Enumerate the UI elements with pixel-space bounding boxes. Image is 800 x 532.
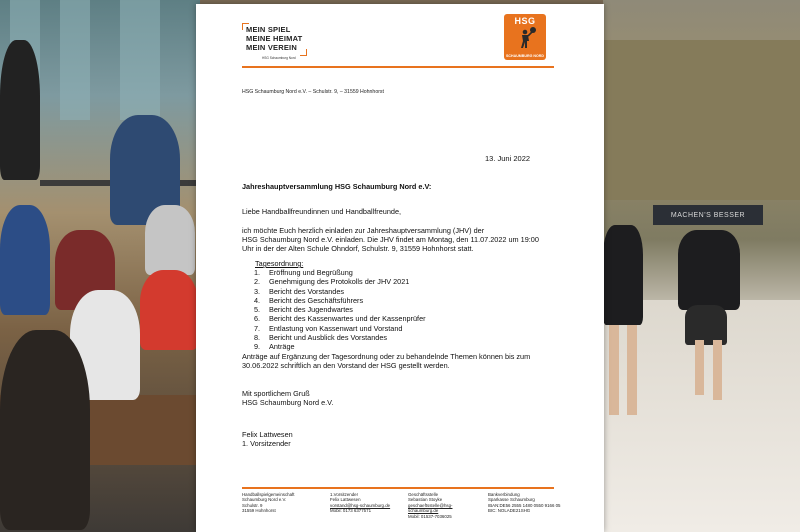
signer-role: 1. Vorsitzender	[242, 439, 291, 448]
footer-chairman: 1.Vorsitzender Felix Lattwesen vorstand@hsg-schaumburg.de Mobil: 0173 6377571	[330, 492, 391, 514]
invitation-letter	[196, 4, 604, 532]
list-item: 4. Bericht des Geschäftsführers	[254, 295, 364, 305]
slogan-logo	[242, 21, 306, 59]
slogan-tag: HSG Schaumburg Nord	[262, 56, 296, 60]
list-item: 1. Eröffnung und Begrüßung	[254, 268, 353, 277]
sender-line: HSG Schaumburg Nord e.V. – Schulstr. 9, – 31559 Hohnhorst	[242, 89, 384, 95]
court-view	[603, 0, 800, 532]
agenda-title: Tagesordnung:	[255, 259, 304, 268]
logo-bottom-text: SCHAUMBURG NORD	[506, 54, 544, 58]
spectator-stands	[0, 0, 200, 532]
slogan-line-2: MEINE HEIMAT	[246, 34, 303, 43]
office-email-link[interactable]: geschaeftsstelle@hsg-	[408, 502, 453, 508]
list-item: 2. Genehmigung des Protokolls der JHV 2021	[254, 277, 410, 287]
footer-address: Handballspielgemeinschaft Schaumburg Nord e.V. Schulstr. 9 31559 Hohnhorst	[242, 492, 295, 514]
footer-divider	[242, 487, 554, 489]
club-logo	[504, 14, 546, 60]
intro-line-3: Uhr in der der Alten Schule Ohndorf, Schulstr. 9, 31559 Hohnhorst statt.	[242, 244, 474, 253]
hall-banner: MACHEN'S BESSER	[653, 205, 763, 225]
letter-date: 13. Juni 2022	[485, 154, 531, 163]
list-item: 9. Anträge	[254, 342, 295, 352]
greeting: Mit sportlichem Gruß	[242, 389, 310, 398]
salutation: Liebe Handballfreundinnen und Handballfreunde,	[242, 207, 402, 216]
chairman-email-link[interactable]: vorstand@hsg-schaumburg.de	[330, 502, 391, 508]
footer-office: Geschäftsstelle Sebastian Stoyke geschaeftsstelle@hsg- schaumburg.de Mobil: 01537-7036025	[408, 492, 453, 519]
slogan-line-1: MEIN SPIEL	[246, 25, 291, 34]
closing-line-2: 30.06.2022 schriftlich an den Vorstand der HSG gestellt werden.	[242, 361, 450, 370]
letter-subject: Jahreshauptversammlung HSG Schaumburg Nord e.V:	[242, 182, 432, 191]
intro-line-1: ich möchte Euch herzlich einladen zur Jahreshauptversammlung (JHV) der	[242, 226, 485, 235]
list-item: 5. Bericht des Jugendwartes	[254, 305, 353, 315]
slogan-line-3: MEIN VEREIN	[246, 43, 297, 52]
header-divider	[242, 66, 554, 68]
ball-icon	[530, 27, 536, 33]
greeting-org: HSG Schaumburg Nord e.V.	[242, 398, 334, 407]
logo-top-text: HSG	[514, 16, 536, 26]
list-item: 3. Bericht des Vorstandes	[254, 286, 345, 296]
list-item: 7. Entlastung von Kassenwart und Vorstand	[254, 323, 403, 333]
signer-name: Felix Lattwesen	[242, 430, 293, 439]
intro-line-2: HSG Schaumburg Nord e.V. einladen. Die JHV findet am Montag, den 11.07.2022 um 19:00	[242, 235, 539, 244]
closing-line-1: Anträge auf Ergänzung der Tagesordnung oder zu behandelnde Themen können bis zum	[242, 352, 531, 361]
agenda-list	[254, 268, 426, 352]
list-item: 6. Bericht des Kassenwartes und der Kassenprüfer	[254, 314, 426, 324]
list-item: 8. Bericht und Ausblick des Vorstandes	[254, 333, 388, 343]
footer-bank: Bankverbindung Sparkasse Schaumburg IBAN:DE56 2555 1480 0550 9166 05 BIC: NOLADE21SHG	[488, 492, 561, 514]
